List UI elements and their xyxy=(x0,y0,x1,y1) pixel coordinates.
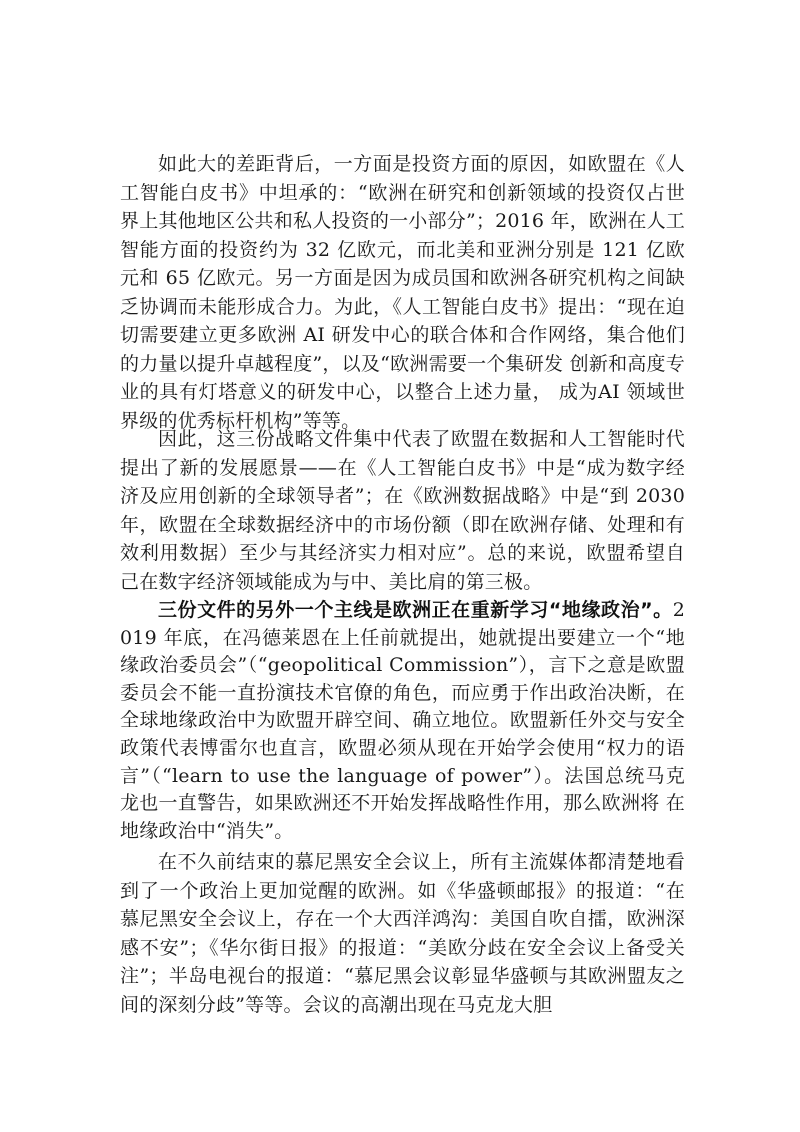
paragraph-lead-sentence: 三份文件的另外一个主线是欧洲正在重新学习“地缘政治”。 xyxy=(158,599,673,621)
body-paragraph xyxy=(120,597,685,845)
paragraph-body-text: 2019 年底，在冯德莱恩在上任前就提出，她就提出要建立一个“地缘政治委员会”（“geopolitical Commission”），言下之意是欧盟委员会不能一直扮演技术官僚的角色，而应勇于作出政治决断，在全球地缘政治中为欧盟开辟空间、确立地位。欧盟新任外交与安全政策代表博雷尔也直言，欧盟必须从现在开始学会使用“权力的语言”（“learn to use the language of power”）。法国总统马克 龙也一直警告，如果欧洲还不开始发挥战略性作用，那么欧洲将 在地缘政治中“消失”。 xyxy=(120,599,685,842)
body-paragraph: 因此，这三份战略文件集中代表了欧盟在数据和人工智能时代提出了新的发展愿景——在《人工智能白皮书》中是“成为数字经济及应用创新的全球领导者”；在《欧洲数据战略》中是“到 2030 年，欧盟在全球数据经济中的市场份额（即在欧洲存储、处理和有效利用数据）至少与其经济实力相对应”。总的来说，欧盟希望自己在数字经济领域能成为与中、美比肩的第三极。 xyxy=(120,428,685,593)
body-paragraph: 在不久前结束的慕尼黑安全会议上，所有主流媒体都清楚地看到了一个政治上更加觉醒的欧洲。如《华盛顿邮报》的报道：“在慕尼黑安全会议上，存在一个大西洋鸿沟：美国自吹自擂，欧洲深感不安”；《华尔街日报》的报道：“美欧分歧在安全会议上备受关注”；半岛电视台的报道：“慕尼黑会议彰显华盛顿与其欧洲盟友之间的深刻分歧”等等。会议的高潮出现在马克龙大胆 xyxy=(120,851,685,1016)
body-paragraph: 如此大的差距背后，一方面是投资方面的原因，如欧盟在《人工智能白皮书》中坦承的：“欧洲在研究和创新领域的投资仅占世界上其他地区公共和私人投资的一小部分”；2016 年，欧洲在人工智能方面的投资约为 32 亿欧元，而北美和亚洲分别是 121 亿欧元和 65 亿欧元。另一方面是因为成员国和欧洲各研究机构之间缺乏协调而未能形成合力。为此，《人工智能白皮书》提出：“现在迫切需要建立更多欧洲 AI 研发中心的联合体和合作网络，集合他们的力量以提升卓越程度”，以及“欧洲需要一个集研发 创新和高度专业的具有灯塔意义的研发中心，以整合上述力量， 成为AI 领域世界级的优秀标杆机构”等等。 xyxy=(120,153,685,432)
